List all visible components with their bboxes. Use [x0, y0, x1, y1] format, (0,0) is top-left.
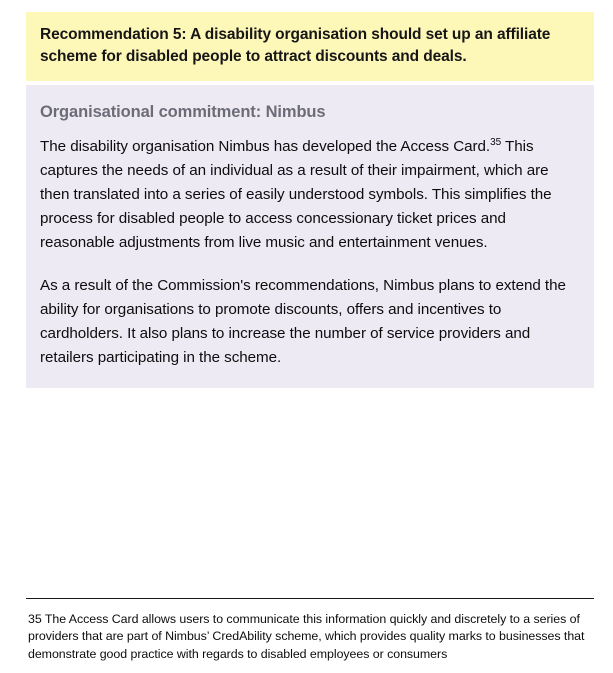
- commitment-paragraph-1-lead: The disability organisation Nimbus has developed the Access Card.: [40, 138, 491, 155]
- commitment-paragraph-1-rest: This captures the needs of an individual as a result of their impairment, which are then translated into a series of easily understood symbols. This simplifies the process for disabled people to access concessionary ticket prices and reasonable adjustments from live music and entertainment venues.: [40, 138, 552, 251]
- footnote-text: 35 The Access Card allows users to communicate this information quickly and discretely to a series of providers that are part of Nimbus’ CredAbility scheme, which provides quality marks to businesses that demonstrate good practice with regards to disabled employees or consumers: [28, 612, 585, 661]
- commitment-paragraph-1: [40, 135, 580, 255]
- organisational-commitment-panel: [26, 85, 594, 388]
- footnote-reference-35: 35: [490, 136, 502, 148]
- recommendation-heading-text: Recommendation 5: A disability organisation should set up an affiliate scheme for disabled people to attract discounts and deals.: [40, 26, 551, 65]
- commitment-paragraph-2: As a result of the Commission's recommendations, Nimbus plans to extend the ability for organisations to promote discounts, offers and incentives to cardholders. It also plans to increase the number of service providers and retailers participating in the scheme.: [40, 277, 566, 366]
- organisational-commitment-heading: Organisational commitment: Nimbus: [40, 103, 326, 121]
- footnote-divider: [26, 598, 594, 599]
- footnote-block: [28, 611, 598, 663]
- recommendation-callout: [26, 12, 594, 81]
